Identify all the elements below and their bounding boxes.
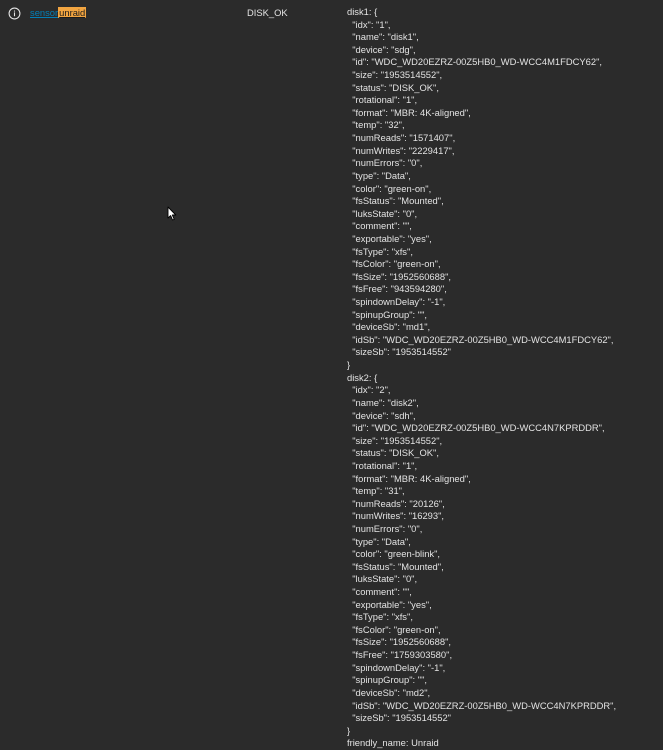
attribute-line: "comment": "", (347, 220, 412, 232)
attribute-line: "fsFree": "943594280", (347, 283, 447, 295)
attribute-line: "numReads": "20126", (347, 497, 445, 509)
entity-domain: sensor (30, 7, 59, 18)
attribute-line: "fsStatus": "Mounted", (347, 195, 444, 207)
attribute-line: "name": "disk1", (347, 31, 419, 43)
attribute-line: friendly_name: Unraid (347, 737, 439, 749)
attribute-line: "id": "WDC_WD20EZRZ-00Z5HB0_WD-WCC4M1FDCY62", (347, 56, 603, 68)
attribute-line: "numWrites": "2229417", (347, 144, 455, 156)
attribute-line: "format": "MBR: 4K-aligned", (347, 472, 471, 484)
attribute-line: "sizeSb": "1953514552" (347, 712, 452, 724)
attribute-line: "type": "Data", (347, 169, 411, 181)
attribute-line: "numReads": "1571407", (347, 132, 456, 144)
attribute-line: "device": "sdh", (347, 409, 416, 421)
attribute-line: "luksState": "0", (347, 207, 418, 219)
attribute-line: "idx": "2", (347, 384, 391, 396)
attribute-line: "exportable": "yes", (347, 232, 432, 244)
attribute-line: "spinupGroup": "", (347, 674, 428, 686)
attribute-line: "numErrors": "0", (347, 522, 423, 534)
attribute-line: "sizeSb": "1953514552" (347, 346, 452, 358)
attribute-line: "color": "green-on", (347, 182, 432, 194)
attribute-line: "temp": "32", (347, 119, 405, 131)
attribute-line: "idSb": "WDC_WD20EZRZ-00Z5HB0_WD-WCC4N7KPRDDR", (347, 699, 617, 711)
attribute-line: "deviceSb": "md1", (347, 321, 431, 333)
attribute-line: "idx": "1", (347, 18, 391, 30)
attribute-line: "exportable": "yes", (347, 598, 432, 610)
attribute-line: "luksState": "0", (347, 573, 418, 585)
attribute-line: "numErrors": "0", (347, 157, 423, 169)
attribute-line: "spindownDelay": "-1", (347, 661, 446, 673)
attribute-line: "fsFree": "1759303580", (347, 649, 453, 661)
attribute-line: "rotational": "1", (347, 94, 418, 106)
attribute-line: "size": "1953514552", (347, 69, 443, 81)
attribute-line: "size": "1953514552", (347, 434, 443, 446)
attribute-line: "fsStatus": "Mounted", (347, 560, 444, 572)
entity-id-link[interactable] (30, 7, 86, 19)
attribute-line: "deviceSb": "md2", (347, 686, 431, 698)
entity-attributes (347, 6, 616, 750)
attribute-line: disk2: { (347, 371, 378, 383)
attribute-line: "fsSize": "1952560688", (347, 270, 452, 282)
attribute-line: "rotational": "1", (347, 459, 418, 471)
mouse-pointer-icon (167, 206, 177, 221)
attribute-line: "comment": "", (347, 586, 412, 598)
attribute-line: "color": "green-blink", (347, 548, 441, 560)
entity-state: DISK_OK (247, 7, 288, 18)
attribute-line: disk1: { (347, 6, 378, 17)
attribute-line: "spindownDelay": "-1", (347, 296, 446, 308)
attribute-line: } (347, 724, 351, 736)
attribute-line: "fsColor": "green-on", (347, 623, 441, 635)
attribute-line: } (347, 359, 351, 371)
attribute-line: "fsColor": "green-on", (347, 258, 441, 270)
info-icon[interactable] (8, 7, 21, 20)
attribute-line: "format": "MBR: 4K-aligned", (347, 106, 471, 118)
attribute-line: "type": "Data", (347, 535, 411, 547)
attribute-line: "fsType": "xfs", (347, 611, 413, 623)
attribute-line: "device": "sdg", (347, 43, 416, 55)
attribute-line: "spinupGroup": "", (347, 308, 428, 320)
attribute-line: "numWrites": "16293", (347, 510, 445, 522)
attribute-line: "fsType": "xfs", (347, 245, 413, 257)
attribute-line: "name": "disk2", (347, 396, 419, 408)
attribute-line: "status": "DISK_OK", (347, 81, 439, 93)
entity-name-highlighted: unraid (59, 7, 86, 18)
attribute-line: "idSb": "WDC_WD20EZRZ-00Z5HB0_WD-WCC4M1FDCY62", (347, 333, 614, 345)
attribute-line: "id": "WDC_WD20EZRZ-00Z5HB0_WD-WCC4N7KPRDDR", (347, 422, 605, 434)
attribute-line: "fsSize": "1952560688", (347, 636, 452, 648)
attribute-line: "status": "DISK_OK", (347, 447, 439, 459)
attribute-line: "temp": "31", (347, 485, 405, 497)
